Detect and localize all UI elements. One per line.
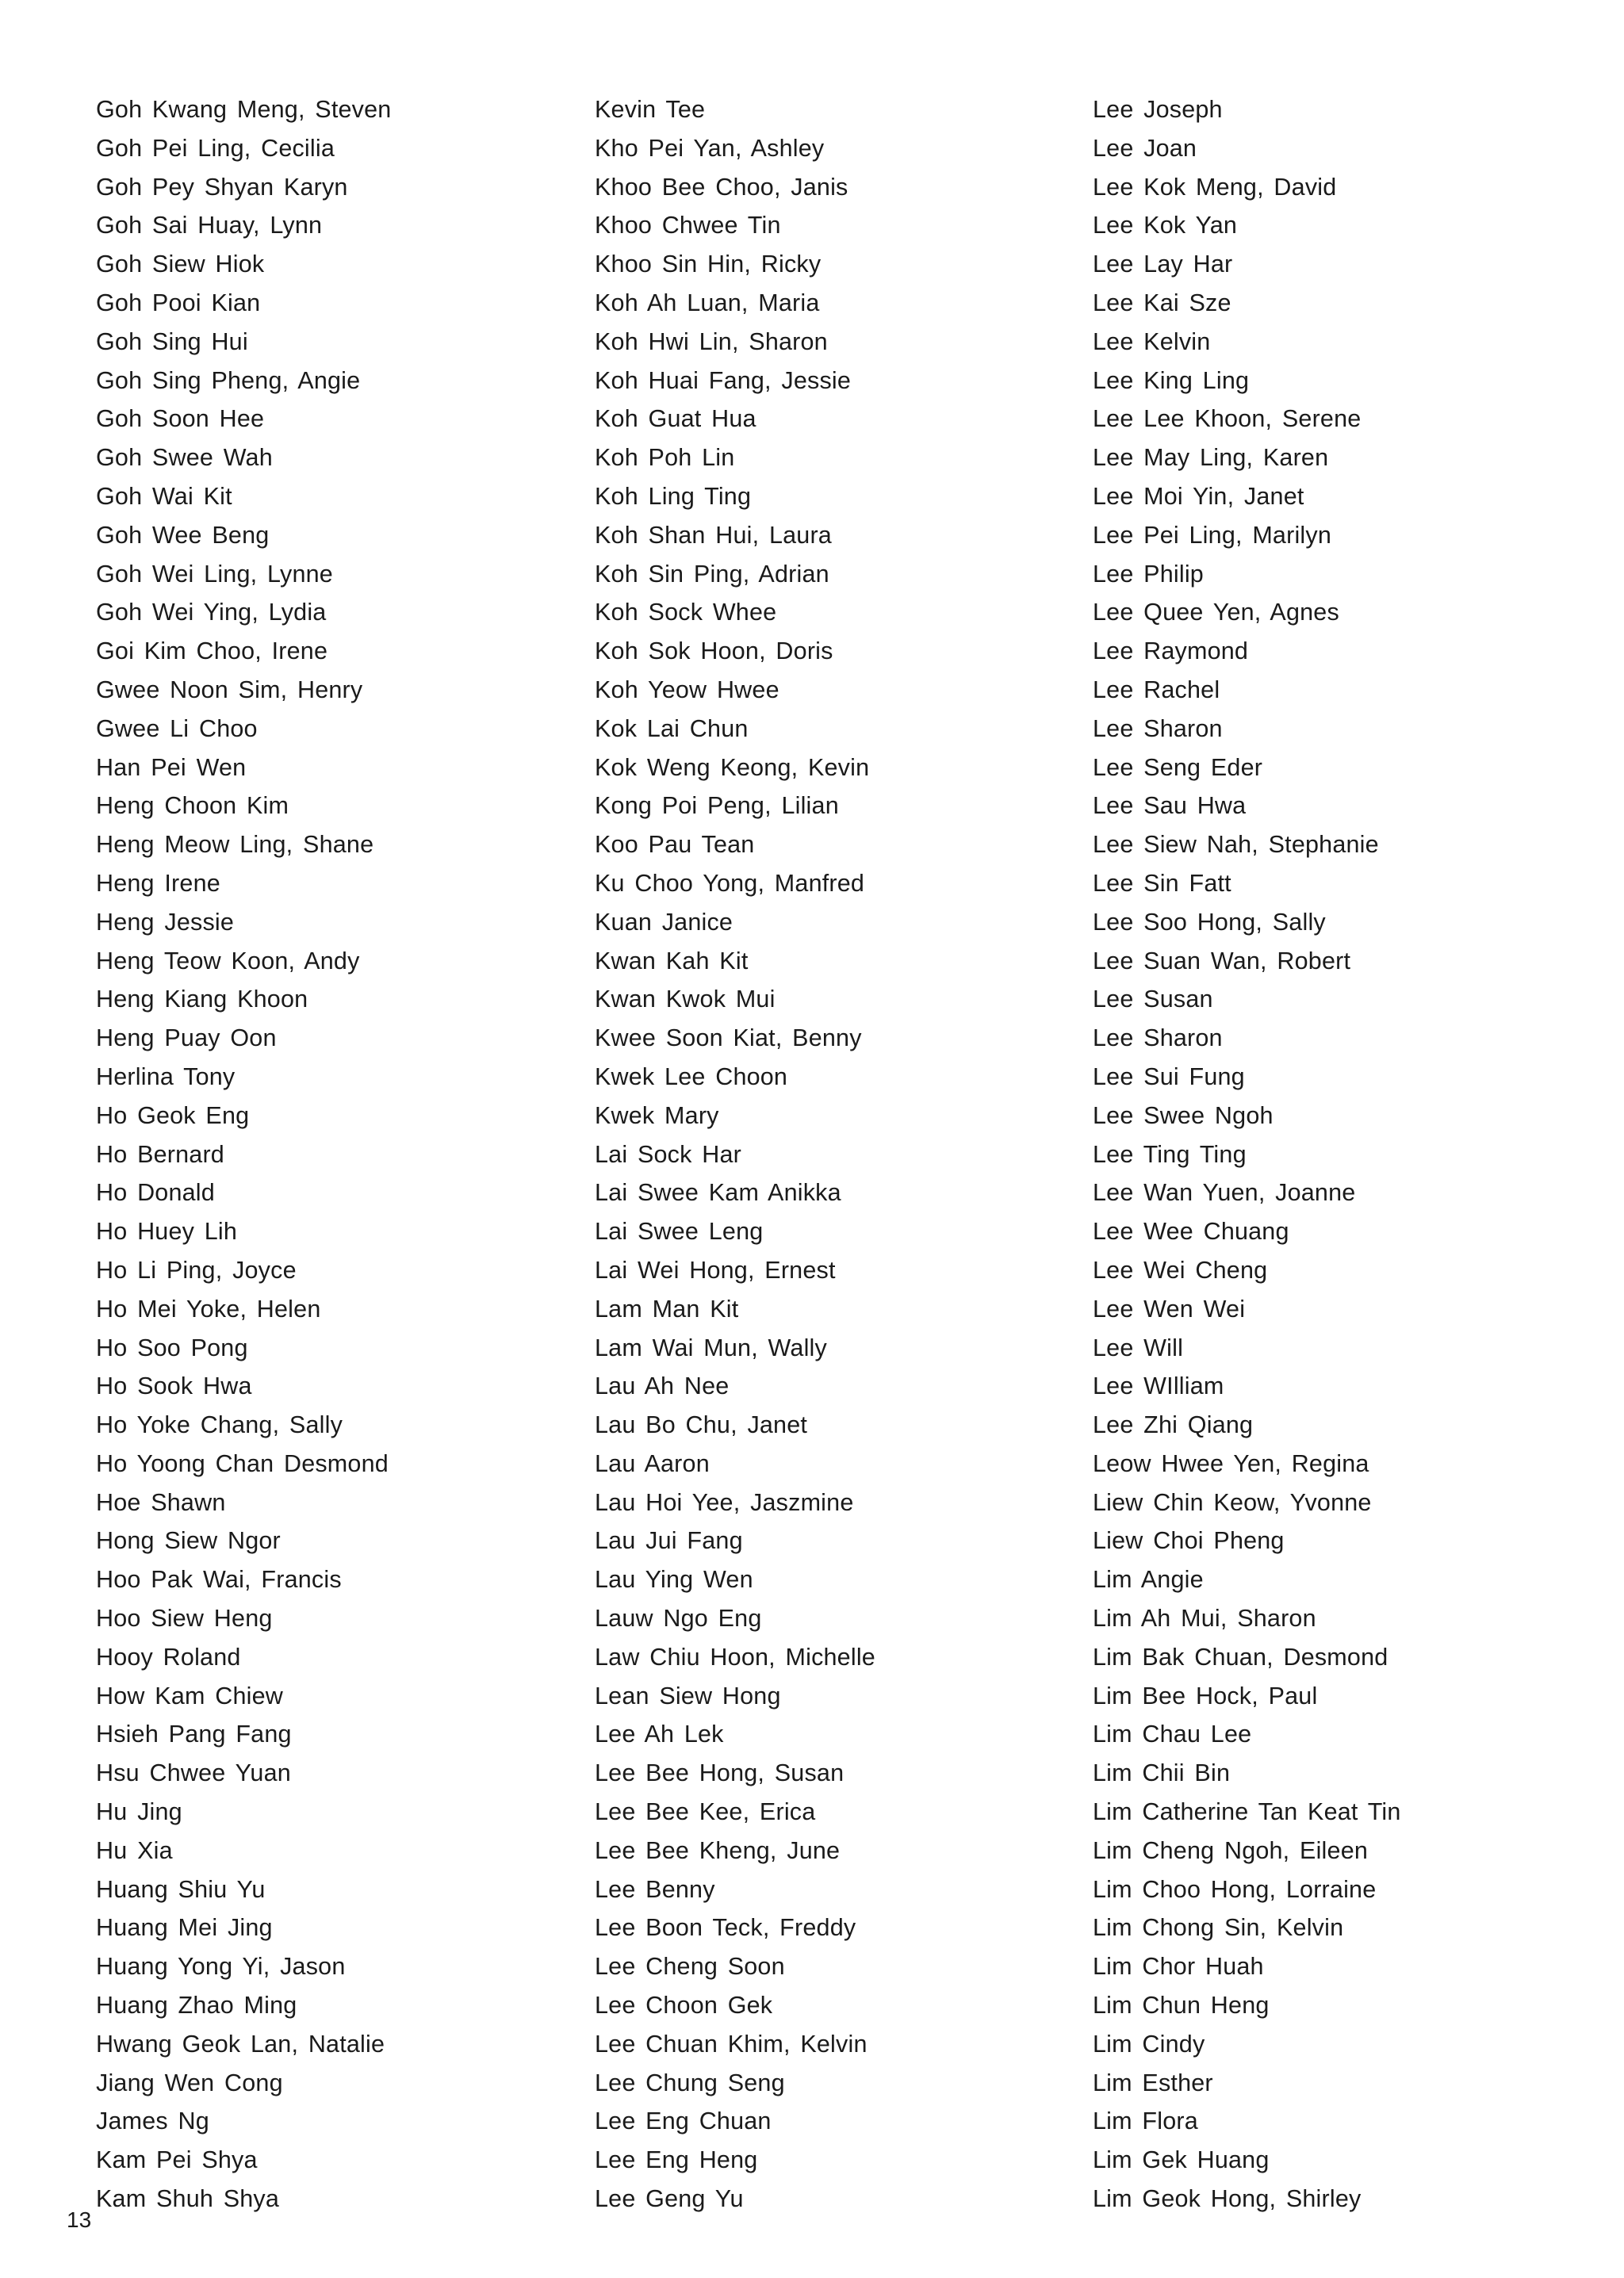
name-entry: Ho Yoke Chang, Sally [96,1411,343,1439]
name-entry: Kok Lai Chun [595,714,749,742]
name-entry: Lee Eng Chuan [595,2108,772,2135]
name-entry: Lee Sui Fung [1093,1062,1245,1090]
name-entry: Goh Wei Ying, Lydia [96,599,327,626]
name-column-1 [96,90,540,2219]
name-entry: Lim Chun Heng [1093,1992,1270,2020]
name-entry: Khoo Sin Hin, Ricky [595,251,822,278]
name-entry: Lim Choo Hong, Lorraine [1093,1875,1377,1903]
name-column-3 [1093,90,1537,2219]
name-entry: Kok Weng Keong, Kevin [595,753,870,781]
name-entry: Huang Zhao Ming [96,1992,297,2020]
name-entry: Law Chiu Hoon, Michelle [595,1643,875,1671]
name-entry: Koh Ling Ting [595,482,752,510]
name-entry: Lee Suan Wan, Robert [1093,947,1351,974]
name-entry: Lee Wen Wei [1093,1295,1246,1323]
name-entry: Heng Jessie [96,908,235,936]
name-entry: Hooy Roland [96,1643,241,1671]
name-entry: Kwan Kwok Mui [595,986,776,1013]
name-entry: Goh Pei Ling, Cecilia [96,134,335,162]
name-entry: Lim Esther [1093,2069,1213,2096]
name-entry: Lee Kok Yan [1093,212,1238,239]
name-entry: Goh Wai Kit [96,482,232,510]
name-entry: Ho Yoong Chan Desmond [96,1449,389,1477]
name-entry: Heng Puay Oon [96,1024,277,1052]
name-entry: Lim Chong Sin, Kelvin [1093,1914,1344,1942]
name-entry: Ho Geok Eng [96,1101,250,1129]
name-entry: Lee Soo Hong, Sally [1093,908,1326,936]
name-entry: Lee Rachel [1093,676,1220,703]
name-entry: Lau Ying Wen [595,1566,753,1594]
name-entry: Lee Raymond [1093,637,1249,665]
name-entry: Lee Susan [1093,986,1213,1013]
name-entry: Kwee Soon Kiat, Benny [595,1024,862,1052]
name-entry: James Ng [96,2108,209,2135]
name-entry: Lee Philip [1093,560,1204,588]
name-entry: Lee Joseph [1093,96,1223,123]
name-entry: Lim Flora [1093,2108,1198,2135]
name-entry: Khoo Bee Choo, Janis [595,173,848,201]
name-entry: Lee King Ling [1093,366,1250,394]
name-entry: Ho Sook Hwa [96,1373,252,1400]
name-entry: Lee WIlliam [1093,1373,1224,1400]
name-entry: Hsu Chwee Yuan [96,1759,291,1787]
name-entry: Lean Siew Hong [595,1682,781,1709]
name-entry: Lee Moi Yin, Janet [1093,482,1304,510]
name-entry: Lim Cheng Ngoh, Eileen [1093,1836,1369,1864]
name-entry: Heng Choon Kim [96,792,289,820]
name-entry: Goh Pooi Kian [96,289,261,316]
name-entry: How Kam Chiew [96,1682,284,1709]
name-entry: Lee Kelvin [1093,327,1211,355]
name-entry: Koh Poh Lin [595,444,735,472]
name-entry: Huang Yong Yi, Jason [96,1953,346,1981]
name-entry: Heng Teow Koon, Andy [96,947,360,974]
name-entry: Lauw Ngo Eng [595,1605,762,1633]
name-entry: Jiang Wen Cong [96,2069,283,2096]
name-entry: Khoo Chwee Tin [595,212,781,239]
name-entry: Lai Swee Leng [595,1218,764,1246]
name-entry: Koh Sock Whee [595,599,777,626]
name-entry: Lim Bak Chuan, Desmond [1093,1643,1388,1671]
name-entry: Lai Sock Har [595,1140,742,1168]
name-entry: Lau Ah Nee [595,1373,730,1400]
name-entry: Gwee Noon Sim, Henry [96,676,363,703]
name-entry: Kam Shuh Shya [96,2185,280,2213]
name-entry: Lim Catherine Tan Keat Tin [1093,1798,1401,1826]
name-entry: Lee Lee Khoon, Serene [1093,405,1362,433]
name-entry: Lai Swee Kam Anikka [595,1179,841,1207]
name-entry: Lim Cindy [1093,2030,1205,2058]
name-entry: Kwek Mary [595,1101,719,1129]
name-entry: Lee Siew Nah, Stephanie [1093,831,1379,859]
name-entry: Lee Bee Kheng, June [595,1836,841,1864]
name-entry: Hsieh Pang Fang [96,1721,292,1748]
name-entry: Kwan Kah Kit [595,947,749,974]
name-entry: Goi Kim Choo, Irene [96,637,328,665]
name-entry: Goh Sing Pheng, Angie [96,366,361,394]
name-entry: Lee Ting Ting [1093,1140,1247,1168]
name-entry: Lee Sau Hwa [1093,792,1247,820]
name-entry: Kho Pei Yan, Ashley [595,134,825,162]
name-entry: Kuan Janice [595,908,733,936]
name-entry: Lee Sharon [1093,1024,1223,1052]
name-entry: Lee Joan [1093,134,1197,162]
name-entry: Huang Mei Jing [96,1914,273,1942]
name-entry: Lim Gek Huang [1093,2146,1270,2174]
name-entry: Koh Guat Hua [595,405,756,433]
name-entry: Ho Huey Lih [96,1218,238,1246]
name-entry: Huang Shiu Yu [96,1875,266,1903]
name-entry: Lee Chung Seng [595,2069,785,2096]
name-entry: Koh Hwi Lin, Sharon [595,327,828,355]
name-entry: Hoo Pak Wai, Francis [96,1566,342,1594]
name-entry: Ku Choo Yong, Manfred [595,869,865,897]
name-entry: Hoo Siew Heng [96,1605,273,1633]
name-entry: Koh Sok Hoon, Doris [595,637,833,665]
name-entry: Lee Kai Sze [1093,289,1231,316]
name-entry: Lim Ah Mui, Sharon [1093,1605,1316,1633]
name-entry: Lee Kok Meng, David [1093,173,1337,201]
name-entry: Lee Seng Eder [1093,753,1263,781]
name-entry: Lee Lay Har [1093,251,1233,278]
name-entry: Ho Soo Pong [96,1334,248,1361]
name-entry: Goh Kwang Meng, Steven [96,96,392,123]
name-entry: Heng Kiang Khoon [96,986,308,1013]
name-entry: Lee May Ling, Karen [1093,444,1329,472]
name-entry: Lee Swee Ngoh [1093,1101,1274,1129]
name-entry: Koh Sin Ping, Adrian [595,560,829,588]
page-number: 13 [67,2207,92,2232]
name-entry: Lee Quee Yen, Agnes [1093,599,1339,626]
name-entry: Lam Man Kit [595,1295,739,1323]
name-entry: Lee Chuan Khim, Kelvin [595,2030,868,2058]
name-entry: Lee Choon Gek [595,1992,773,2020]
name-entry: Lai Wei Hong, Ernest [595,1256,836,1284]
name-entry: Hoe Shawn [96,1488,226,1516]
name-entry: Lee Cheng Soon [595,1953,785,1981]
name-entry: Ho Bernard [96,1140,224,1168]
name-entry: Heng Meow Ling, Shane [96,831,374,859]
name-entry: Koh Huai Fang, Jessie [595,366,852,394]
name-column-2 [595,90,1039,2219]
name-entry: Herlina Tony [96,1062,236,1090]
name-entry: Lee Pei Ling, Marilyn [1093,521,1332,549]
name-entry: Lee Ah Lek [595,1721,724,1748]
name-entry: Lam Wai Mun, Wally [595,1334,827,1361]
name-entry: Goh Siew Hiok [96,251,265,278]
name-entry: Kwek Lee Choon [595,1062,788,1090]
name-entry: Lau Hoi Yee, Jaszmine [595,1488,854,1516]
name-entry: Ho Donald [96,1179,215,1207]
name-entry: Lim Chor Huah [1093,1953,1264,1981]
name-entry: Liew Choi Pheng [1093,1527,1285,1555]
name-entry: Kam Pei Shya [96,2146,258,2174]
name-entry: Lee Geng Yu [595,2185,744,2213]
name-entry: Lee Wee Chuang [1093,1218,1289,1246]
name-entry: Koh Ah Luan, Maria [595,289,820,316]
name-entry: Gwee Li Choo [96,714,258,742]
name-entry: Lim Bee Hock, Paul [1093,1682,1318,1709]
name-entry: Lee Zhi Qiang [1093,1411,1254,1439]
name-entry: Koh Yeow Hwee [595,676,779,703]
name-entry: Lee Boon Teck, Freddy [595,1914,856,1942]
name-entry: Ho Mei Yoke, Helen [96,1295,321,1323]
name-entry: Lim Geok Hong, Shirley [1093,2185,1362,2213]
name-entry: Lim Chau Lee [1093,1721,1252,1748]
name-entry: Liew Chin Keow, Yvonne [1093,1488,1372,1516]
name-entry: Lee Eng Heng [595,2146,758,2174]
name-entry: Goh Pey Shyan Karyn [96,173,348,201]
name-entry: Goh Sai Huay, Lynn [96,212,323,239]
name-entry: Goh Wee Beng [96,521,270,549]
name-entry: Lee Wan Yuen, Joanne [1093,1179,1356,1207]
name-entry: Leow Hwee Yen, Regina [1093,1449,1369,1477]
name-entry: Lim Angie [1093,1566,1204,1594]
name-entry: Goh Wei Ling, Lynne [96,560,333,588]
name-entry: Lau Bo Chu, Janet [595,1411,808,1439]
name-entry: Goh Soon Hee [96,405,265,433]
name-entry: Goh Swee Wah [96,444,273,472]
name-entry: Hu Jing [96,1798,182,1826]
name-entry: Kong Poi Peng, Lilian [595,792,839,820]
name-entry: Lee Sharon [1093,714,1223,742]
name-entry: Koo Pau Tean [595,831,755,859]
name-entry: Koh Shan Hui, Laura [595,521,832,549]
name-entry: Hu Xia [96,1836,173,1864]
name-entry: Ho Li Ping, Joyce [96,1256,297,1284]
name-entry: Hong Siew Ngor [96,1527,281,1555]
name-entry: Han Pei Wen [96,753,247,781]
name-entry: Lim Chii Bin [1093,1759,1231,1787]
name-entry: Lee Will [1093,1334,1184,1361]
name-entry: Goh Sing Hui [96,327,248,355]
name-entry: Lau Aaron [595,1449,710,1477]
name-entry: Hwang Geok Lan, Natalie [96,2030,385,2058]
name-entry: Lee Sin Fatt [1093,869,1231,897]
name-entry: Lee Bee Kee, Erica [595,1798,816,1826]
name-entry: Lau Jui Fang [595,1527,743,1555]
name-entry: Lee Wei Cheng [1093,1256,1268,1284]
name-entry: Kevin Tee [595,96,706,123]
name-entry: Heng Irene [96,869,220,897]
name-entry: Lee Bee Hong, Susan [595,1759,845,1787]
name-entry: Lee Benny [595,1875,715,1903]
